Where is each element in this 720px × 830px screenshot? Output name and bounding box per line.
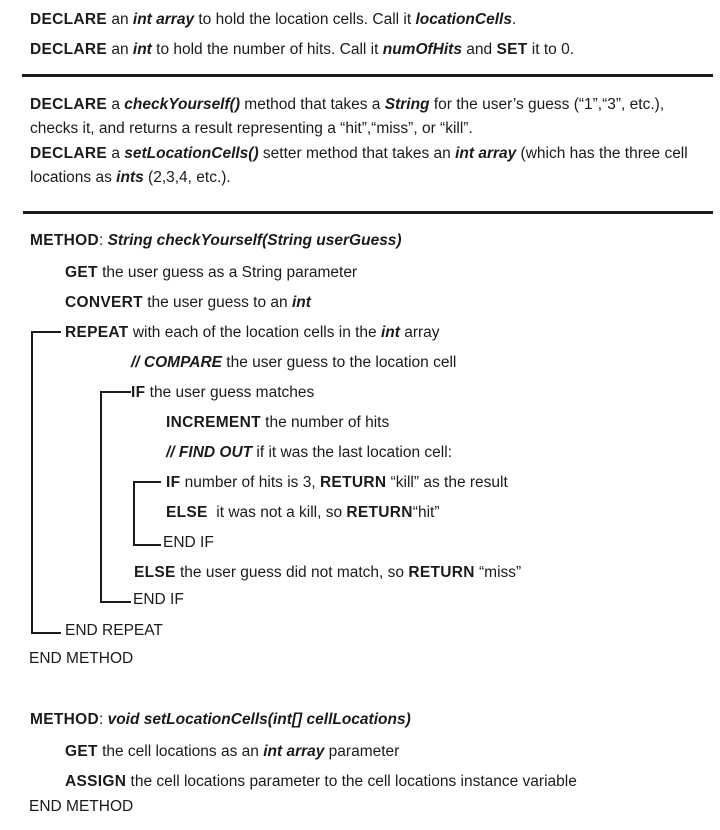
declare-set-location-cells-paragraph [30,142,702,190]
text-segment: the cell locations as an [97,743,264,760]
inner-else-line [166,498,439,528]
assign-cell-locations-line [65,767,577,797]
text-segment: REPEAT [65,324,129,341]
convert-user-guess-line [65,288,311,318]
text-segment: an [107,11,133,28]
text-segment: setLocationCells() [124,145,259,162]
find-out-comment-line [166,438,452,468]
text-segment: if it was the last location cell: [252,444,452,461]
section-divider-top [22,74,713,77]
text-segment: : [98,711,108,728]
text-segment: checkYourself() [124,96,240,113]
text-segment: SET [496,41,528,58]
section-divider-middle [23,211,713,214]
text-segment: “hit” [412,504,440,521]
text-segment: the number of hits [260,414,390,431]
text-segment: CONVERT [65,294,143,311]
inner-if-scope-bracket [133,481,161,546]
set-location-cells-end-method-line [29,792,133,822]
text-segment: RETURN [319,474,387,491]
text-segment: END IF [133,591,184,608]
text-segment: the user guess did not match, so [175,564,409,581]
outer-end-if-line [133,585,184,615]
text-segment: METHOD [30,232,99,249]
text-segment: DECLARE [30,145,108,162]
check-yourself-method-signature [30,226,402,256]
get-user-guess-line [65,258,357,288]
text-segment: DECLARE [30,96,108,113]
text-segment: int [380,324,400,341]
text-segment: a [107,96,125,113]
text-segment: INCREMENT [166,414,261,431]
text-segment: END IF [163,534,214,551]
text-segment: array [399,324,440,341]
text-segment: the cell locations parameter to the cell locations instance variable [126,773,577,790]
text-segment: IF [131,384,146,401]
text-segment: number of hits is 3, [180,474,320,491]
text-segment: (which has the three cell locations as [30,145,688,186]
text-segment: IF [166,474,181,491]
text-segment: END METHOD [29,650,134,667]
text-segment: a [107,145,125,162]
declare-num-of-hits-line [30,35,574,65]
text-segment: with each of the location cells in the [128,324,381,341]
text-segment: the user guess to an [142,294,292,311]
text-segment: to hold the location cells. Call it [194,11,416,28]
text-segment: RETURN [346,504,413,521]
text-segment: it was not a kill, so [207,504,347,521]
text-segment: void setLocationCells(int[] cellLocations) [107,711,411,728]
text-segment: the user guess matches [145,384,315,401]
text-segment: for the user’s guess (“1”,“3”, etc.), checks it, and returns a result representing a “hit”,“miss”, or “kill”. [30,96,665,137]
text-segment: String checkYourself(String userGuess) [107,232,402,249]
text-segment: ASSIGN [65,773,127,790]
text-segment: method that takes a [239,96,385,113]
text-segment: ELSE [134,564,176,581]
text-segment: int [291,294,311,311]
declare-check-yourself-paragraph [30,93,675,141]
text-segment: int array [132,11,195,28]
set-location-cells-method-signature [30,705,411,735]
repeat-scope-bracket [31,331,61,634]
text-segment: and [461,41,497,58]
repeat-line [65,318,440,348]
outer-if-line [131,378,314,408]
text-segment: . [511,11,517,28]
outer-if-scope-bracket [100,391,131,603]
text-segment: numOfHits [382,41,462,58]
text-segment: “miss” [474,564,522,581]
text-segment: (2,3,4, etc.). [143,169,231,186]
text-segment: DECLARE [30,41,108,58]
text-segment: int [132,41,152,58]
text-segment: int array [455,145,517,162]
get-cell-locations-line [65,737,399,767]
text-segment: locationCells [415,11,512,28]
text-segment: setter method that takes an [258,145,456,162]
inner-end-if-line [163,528,214,558]
text-segment: END REPEAT [65,622,163,639]
text-segment: RETURN [408,564,475,581]
text-segment: the user guess to the location cell [222,354,457,371]
text-segment: // COMPARE [131,354,222,371]
text-segment: it to 0. [527,41,575,58]
text-segment: “kill” as the result [386,474,508,491]
text-segment: // FIND OUT [166,444,253,461]
text-segment: ints [116,169,144,186]
text-segment: GET [65,743,98,760]
text-segment: END METHOD [29,798,134,815]
text-segment: to hold the number of hits. Call it [151,41,383,58]
text-segment: ELSE [166,504,208,521]
text-segment: an [107,41,133,58]
text-segment: : [98,232,108,249]
text-segment: METHOD [30,711,99,728]
text-segment: the user guess as a String parameter [97,264,358,281]
outer-else-line [134,558,521,588]
text-segment: GET [65,264,98,281]
compare-comment-line [131,348,456,378]
declare-location-cells-line [30,5,516,35]
end-repeat-line [65,616,163,646]
text-segment: int array [263,743,325,760]
text-segment: parameter [324,743,400,760]
text-segment: DECLARE [30,11,108,28]
check-yourself-end-method-line [29,644,133,674]
increment-hits-line [166,408,389,438]
text-segment: String [384,96,430,113]
inner-if-line [166,468,508,498]
